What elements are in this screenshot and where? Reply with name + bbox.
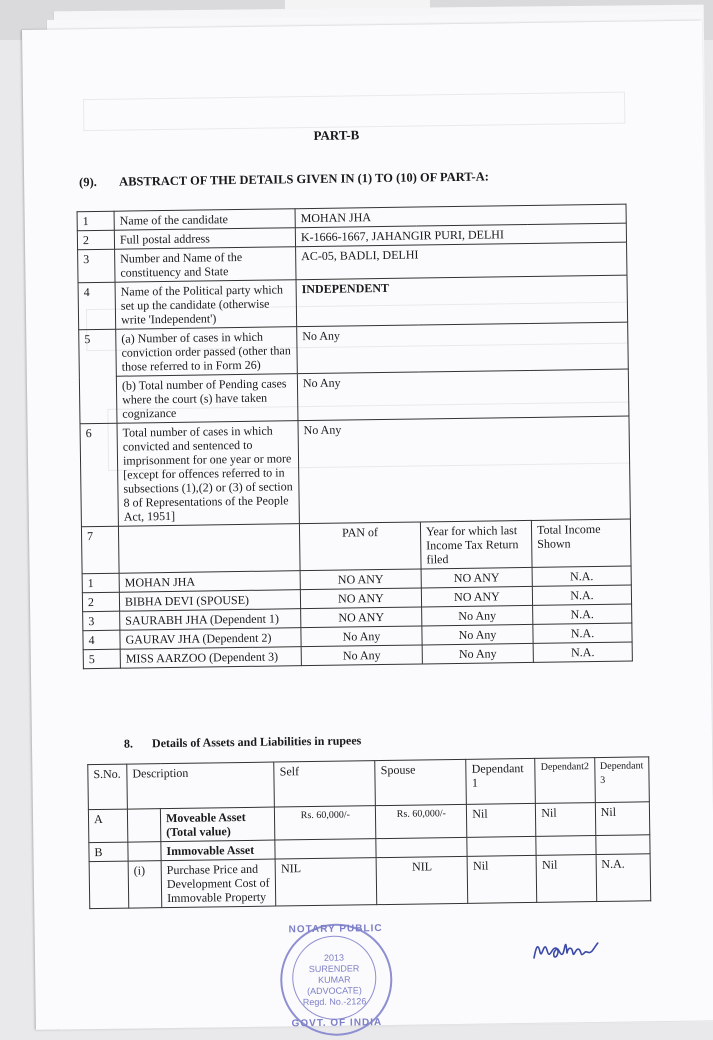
person-name: SAURABH JHA (Dependent 1) — [120, 609, 301, 631]
person-name: MOHAN JHA — [119, 571, 300, 593]
table-row — [80, 416, 630, 527]
stamp-role: (ADVOCATE) — [306, 985, 362, 997]
description-header: Description — [127, 762, 275, 809]
income-value: N.A. — [533, 604, 632, 624]
person-name: MISS AARZOO (Dependent 3) — [120, 647, 301, 669]
spouse-value: Rs. 60,000/- — [376, 804, 467, 838]
itr-year-value: NO ANY — [421, 586, 532, 607]
income-header: Total Income Shown — [531, 519, 631, 567]
row-label: (b) Total number of Pending cases where the court (s) have taken cognizance — [116, 374, 298, 424]
candidate-name: MOHAN JHA — [295, 204, 626, 228]
pan-value: NO ANY — [300, 569, 421, 590]
spouse-header: Spouse — [375, 759, 467, 805]
spouse-value — [376, 837, 467, 857]
self-value — [275, 839, 376, 859]
row-sno — [89, 861, 129, 909]
dependant3-value — [595, 835, 650, 855]
dependant2-header: Dependant2 — [535, 758, 595, 804]
bleed-through — [83, 92, 625, 132]
income-value: N.A. — [533, 623, 632, 643]
document-page — [22, 21, 713, 1030]
spouse-value: NIL — [376, 856, 468, 904]
table-row — [79, 369, 629, 424]
row-number: 2 — [77, 230, 114, 250]
row-sub: (i) — [128, 861, 162, 908]
income-value: N.A. — [533, 642, 632, 662]
section-8-number: 8. — [123, 736, 134, 751]
row-label: (a) Number of cases in which conviction order passed (other than those referred to in Form 26) — [116, 327, 298, 377]
pan-name-header — [118, 524, 300, 574]
stamp-top-text: NOTARY PUBLIC — [288, 923, 383, 936]
person-name: GAURAV JHA (Dependent 2) — [120, 628, 301, 650]
row-number: 4 — [83, 630, 120, 650]
income-value: N.A. — [532, 585, 631, 605]
table-row — [79, 322, 629, 377]
row-number: 5 — [83, 649, 120, 669]
row-sno: A — [88, 809, 127, 843]
dependant1-value: Nil — [467, 855, 537, 903]
row-label: Number and Name of the constituency and State — [115, 247, 296, 283]
section-8-title: Details of Assets and Liabilities in rupees — [151, 733, 362, 751]
dependant1-header: Dependant 1 — [466, 758, 536, 804]
row-sno: B — [89, 842, 128, 862]
row-number: 5 — [79, 329, 117, 424]
political-party: INDEPENDENT — [296, 275, 628, 327]
constituency: AC-05, BADLI, DELHI — [296, 242, 627, 280]
row-number: 1 — [82, 573, 119, 593]
pan-value: No Any — [301, 645, 422, 666]
self-value: Rs. 60,000/- — [275, 806, 376, 840]
pan-value: NO ANY — [301, 607, 422, 628]
notary-stamp — [280, 923, 394, 1037]
row-description: Moveable Asset (Total value) — [160, 807, 275, 842]
stamp-bottom-text: GOVT. OF INDIA — [291, 1017, 383, 1030]
dependant3-header: Dependant 3 — [594, 757, 649, 803]
row-number: 7 — [81, 526, 119, 574]
row-sub — [127, 809, 160, 842]
row-number: 2 — [82, 592, 119, 612]
self-header: Self — [274, 761, 376, 807]
row-description: Purchase Price and Development Cost of Immovable Property — [161, 859, 276, 908]
row-label: Total number of cases in which convicted and sentenced to imprisonment for one year or more [except for offences referred to in subsections (1),(2) or (3) of section 8 of Representations of the People Act, 1951] — [117, 421, 299, 527]
part-title: PART-B — [313, 127, 360, 143]
dependant2-value — [536, 836, 596, 856]
person-name: BIBHA DEVI (SPOUSE) — [119, 590, 300, 612]
dependant2-value: Nil — [536, 803, 596, 837]
dependant3-value: N.A. — [596, 854, 651, 902]
row-label: Name of the Political party which set up the candidate (otherwise write 'Independent') — [115, 280, 297, 330]
sno-header: S.No. — [88, 764, 128, 810]
dependant2-value: Nil — [536, 855, 596, 903]
itr-year-value: No Any — [422, 643, 533, 664]
handwritten-signature — [530, 927, 601, 968]
conviction-cases: No Any — [297, 322, 629, 374]
row-label: Name of the candidate — [114, 209, 295, 231]
sentenced-cases: No Any — [298, 416, 630, 524]
itr-year-value: NO ANY — [421, 567, 532, 588]
pan-header: PAN of — [299, 522, 421, 571]
row-number: 1 — [77, 211, 114, 231]
pan-header-row — [81, 519, 631, 574]
row-label: Full postal address — [114, 228, 295, 250]
stamp-name: SURENDER KUMAR — [308, 963, 360, 985]
abstract-title: ABSTRACT OF THE DETAILS GIVEN IN (1) TO (10) OF PART-A: — [119, 169, 489, 189]
pan-value: NO ANY — [300, 588, 421, 609]
table-row — [78, 275, 628, 330]
itr-year-value: No Any — [422, 624, 533, 645]
dependant3-value: Nil — [595, 802, 650, 836]
postal-address: K-1666-1667, JAHANGIR PURI, DELHI — [295, 223, 626, 247]
itr-year-header: Year for which last Income Tax Return filed — [420, 520, 532, 569]
abstract-table — [77, 204, 633, 670]
stamp-regd: Regd. No.-2126 — [302, 996, 367, 1008]
assets-table — [87, 756, 651, 909]
pan-value: No Any — [301, 626, 422, 647]
abstract-number: (9). — [79, 174, 97, 190]
stamp-inner-ring — [292, 935, 377, 1020]
dependant1-value — [467, 836, 536, 856]
dependant1-value: Nil — [467, 803, 536, 837]
table-row — [89, 854, 651, 909]
row-number: 3 — [83, 611, 120, 631]
stamp-year: 2013 — [323, 952, 345, 963]
row-sub — [128, 842, 161, 861]
row-number: 4 — [78, 282, 116, 330]
assets-header-row — [88, 757, 650, 810]
row-description: Immovable Asset — [161, 840, 276, 861]
row-number: 3 — [78, 249, 115, 283]
itr-year-value: No Any — [422, 605, 533, 626]
pending-cases: No Any — [297, 369, 629, 421]
self-value: NIL — [275, 858, 377, 906]
row-number: 6 — [80, 423, 118, 527]
income-value: N.A. — [532, 566, 631, 586]
